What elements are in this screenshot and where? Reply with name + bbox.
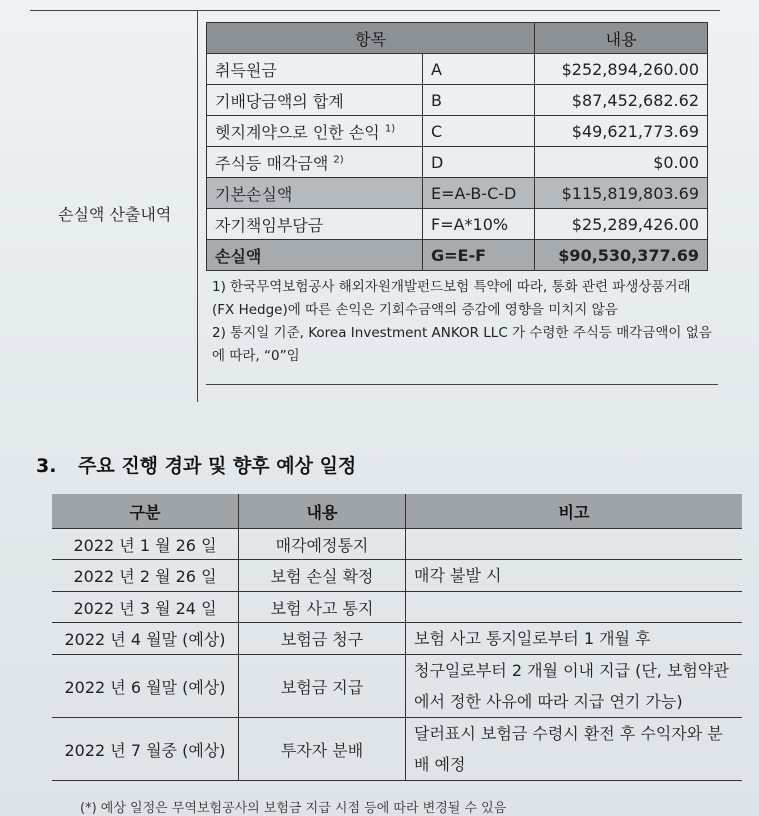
schedule-content: 보험금 지급 [239,655,406,718]
formula-cell: B [423,85,535,116]
header-item: 항목 [207,23,535,54]
loss-table-row [207,178,708,209]
value-cell: $90,530,377.69 [535,240,708,271]
schedule-date: 2022 년 3 월 24 일 [52,592,239,623]
schedule-date: 2022 년 6 월말 (예상) [52,655,239,718]
formula-cell: D [423,147,535,178]
schedule-remark [406,529,743,560]
schedule-remark: 청구일로부터 2 개월 이내 지급 (단, 보험약관에서 정한 사유에 따라 지급 연기 가능) [406,655,743,718]
formula-cell: E=A-B-C-D [423,178,535,209]
loss-table-row [207,147,708,178]
top-rule [30,10,720,11]
formula-cell: A [423,54,535,85]
schedule-date: 2022 년 2 월 26 일 [52,560,239,592]
schedule-row [52,718,742,781]
note-2: 2) 통지일 기준, Korea Investment ANKOR LLC 가 수령한 주식등 매각금액이 없음에 따라, “0”임 [212,325,712,364]
item-cell [207,54,423,85]
item-label: 취득원금 [215,60,277,80]
schedule-content: 보험금 청구 [239,623,406,655]
schedule-table [52,494,742,781]
header-content: 내용 [535,23,708,54]
schedule-row [52,529,742,560]
schedule-content: 보험 사고 통지 [239,592,406,623]
formula-cell: C [423,116,535,147]
header-remark: 비고 [406,494,743,529]
value-cell: $25,289,426.00 [535,209,708,240]
loss-table-row [207,240,708,271]
loss-table-row [207,54,708,85]
loss-table-header [207,23,708,54]
item-label: 주식등 매각금액 [215,153,329,173]
schedule-header [52,494,742,529]
item-cell [207,240,423,271]
value-cell: $0.00 [535,147,708,178]
schedule-content: 매각예정통지 [239,529,406,560]
value-cell: $49,621,773.69 [535,116,708,147]
schedule-date: 2022 년 7 월중 (예상) [52,718,239,781]
schedule-content: 보험 손실 확정 [239,560,406,592]
value-cell: $115,819,803.69 [535,178,708,209]
section-number: 3. [36,455,57,477]
note-1: 1) 한국무역보험공사 해외자원개발펀드보험 특약에 따라, 통화 관련 파생상품거래(FX Hedge)에 따른 손익은 기회수금액의 증감에 영향을 미치지 않음 [212,279,691,318]
loss-calculation-table [206,22,708,271]
item-cell [207,85,423,116]
item-cell [207,178,423,209]
item-note: 2) [333,154,344,166]
item-label: 자기책임부담금 [215,215,324,235]
loss-row-label: 손실액 산출내역 [58,205,172,224]
schedule-content: 투자자 분배 [239,718,406,781]
item-label: 헷지계약으로 인한 손익 [215,122,380,142]
value-cell: $252,894,260.00 [535,54,708,85]
item-label: 기배당금액의 합계 [215,91,344,111]
schedule-date: 2022 년 4 월말 (예상) [52,623,239,655]
loss-table-row [207,85,708,116]
formula-cell: G=E-F [423,240,535,271]
schedule-row [52,592,742,623]
item-label: 기본손실액 [215,184,293,204]
item-label: 손실액 [215,246,262,266]
loss-table-row [207,116,708,147]
section-title [36,451,356,478]
schedule-row [52,655,742,718]
column-divider [197,10,198,402]
item-cell [207,147,423,178]
schedule-remark: 매각 불발 시 [406,560,743,592]
notes-rule [206,384,718,385]
value-cell: $87,452,682.62 [535,85,708,116]
loss-notes [212,276,712,368]
schedule-row [52,623,742,655]
schedule-remark: 보험 사고 통지일로부터 1 개월 후 [406,623,743,655]
formula-cell: F=A*10% [423,209,535,240]
item-cell [207,209,423,240]
header-category: 구분 [52,494,239,529]
schedule-remark: 달러표시 보험금 수령시 환전 후 수익자와 분배 예정 [406,718,743,781]
schedule-row [52,560,742,592]
item-cell [207,116,423,147]
section-title-text: 주요 진행 경과 및 향후 예상 일정 [78,455,357,477]
schedule-remark [406,592,743,623]
schedule-date: 2022 년 1 월 26 일 [52,529,239,560]
header-content: 내용 [239,494,406,529]
schedule-footnote: (*) 예상 일정은 무역보험공사의 보험금 지급 시점 등에 따라 변경될 수 있음 [80,801,507,816]
loss-table-row [207,209,708,240]
item-note: 1) [384,123,396,135]
